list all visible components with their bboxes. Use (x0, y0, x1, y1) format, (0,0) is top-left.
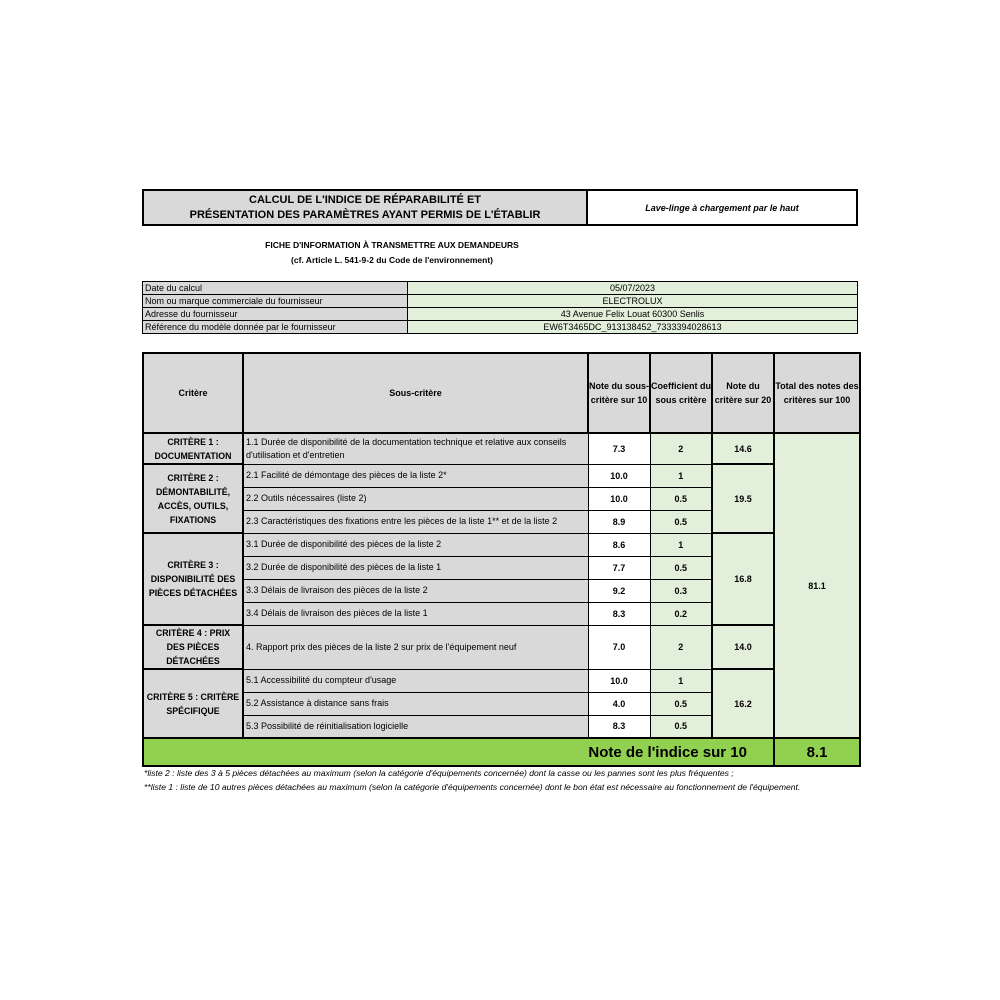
criterion-label: CRITÈRE 2 : DÉMONTABILITÉ, ACCÈS, OUTILS, FIXATIONS (143, 464, 243, 533)
header-note20: Note du critère sur 20 (712, 353, 774, 433)
footnotes (144, 766, 858, 794)
subcriterion-note: 10.0 (588, 669, 650, 692)
criterion-label: CRITÈRE 5 : CRITÈRE SPÉCIFIQUE (143, 669, 243, 738)
subcriterion-label: 1.1 Durée de disponibilité de la documentation technique et relative aux conseils d'utilisation et d'entretien (243, 433, 588, 464)
table-header-row (143, 353, 860, 433)
subcriterion-note: 8.6 (588, 533, 650, 556)
subcriterion-note: 7.7 (588, 556, 650, 579)
subcriterion-note: 10.0 (588, 487, 650, 510)
fiche-subtitle (142, 238, 642, 268)
criterion-score: 14.0 (712, 625, 774, 669)
subcriterion-label: 2.2 Outils nécessaires (liste 2) (243, 487, 588, 510)
subcriterion-coef: 0.5 (650, 487, 712, 510)
subcriterion-coef: 2 (650, 625, 712, 669)
criterion-score: 19.5 (712, 464, 774, 533)
product-type: Lave-linge à chargement par le haut (645, 202, 799, 213)
subcriterion-label: 3.4 Délais de livraison des pièces de la liste 1 (243, 602, 588, 625)
total-score: 81.1 (774, 433, 860, 738)
criterion-label: CRITÈRE 4 : PRIX DES PIÈCES DÉTACHÉES (143, 625, 243, 669)
header-title-line2: PRÉSENTATION DES PARAMÈTRES AYANT PERMIS DE L'ÉTABLIR (189, 208, 541, 221)
subcriterion-coef: 0.5 (650, 715, 712, 738)
subcriterion-note: 10.0 (588, 464, 650, 487)
repairability-table (142, 352, 861, 767)
subcriterion-label: 4. Rapport prix des pièces de la liste 2 sur prix de l'équipement neuf (243, 625, 588, 669)
subcriterion-coef: 0.5 (650, 510, 712, 533)
subcriterion-label: 2.3 Caractéristiques des fixations entre les pièces de la liste 1** et de la liste 2 (243, 510, 588, 533)
final-row (143, 738, 860, 766)
criterion-score: 16.8 (712, 533, 774, 625)
subcriterion-note: 9.2 (588, 579, 650, 602)
footnote-liste2: *liste 2 : liste des 3 à 5 pièces détachées au maximum (selon la catégorie d'équipements concernée) dont la casse ou les pannes sont les plus fréquentes ; (144, 768, 734, 778)
criterion-label: CRITÈRE 3 : DISPONIBILITÉ DES PIÈCES DÉTACHÉES (143, 533, 243, 625)
subcriterion-coef: 1 (650, 669, 712, 692)
subcriterion-label: 3.1 Durée de disponibilité des pièces de la liste 2 (243, 533, 588, 556)
subcriterion-note: 4.0 (588, 692, 650, 715)
subcriterion-note: 8.3 (588, 715, 650, 738)
header-note10: Note du sous-critère sur 10 (588, 353, 650, 433)
header-title (144, 191, 588, 224)
info-label: Nom ou marque commerciale du fournisseur (143, 295, 408, 308)
info-label: Adresse du fournisseur (143, 308, 408, 321)
subcriterion-note: 7.0 (588, 625, 650, 669)
info-value: ELECTROLUX (408, 295, 858, 308)
info-value: 43 Avenue Felix Louat 60300 Senlis (408, 308, 858, 321)
subcriterion-label: 5.1 Accessibilité du compteur d'usage (243, 669, 588, 692)
fiche-line2: (cf. Article L. 541-9-2 du Code de l'environnement) (291, 255, 493, 265)
info-row (143, 308, 858, 321)
criterion-label: CRITÈRE 1 : DOCUMENTATION (143, 433, 243, 464)
header-total: Total des notes des critères sur 100 (774, 353, 860, 433)
subcriterion-label: 3.3 Délais de livraison des pièces de la liste 2 (243, 579, 588, 602)
info-value: EW6T3465DC_913138452_7333394028613 (408, 321, 858, 334)
document-header (142, 189, 858, 226)
info-label: Référence du modèle donnée par le fournisseur (143, 321, 408, 334)
fiche-line1: FICHE D'INFORMATION À TRANSMETTRE AUX DEMANDEURS (265, 240, 519, 250)
table-row (143, 669, 860, 692)
info-row (143, 295, 858, 308)
subcriterion-note: 7.3 (588, 433, 650, 464)
info-row (143, 282, 858, 295)
info-label: Date du calcul (143, 282, 408, 295)
subcriterion-label: 2.1 Facilité de démontage des pièces de la liste 2* (243, 464, 588, 487)
subcriterion-coef: 0.5 (650, 556, 712, 579)
table-row (143, 433, 860, 464)
subcriterion-coef: 0.2 (650, 602, 712, 625)
subcriterion-note: 8.3 (588, 602, 650, 625)
subcriterion-coef: 0.3 (650, 579, 712, 602)
header-coef: Coefficient du sous critère (650, 353, 712, 433)
header-critere: Critère (143, 353, 243, 433)
subcriterion-coef: 1 (650, 464, 712, 487)
subcriterion-coef: 0.5 (650, 692, 712, 715)
header-sous-critere: Sous-critère (243, 353, 588, 433)
subcriterion-coef: 1 (650, 533, 712, 556)
subcriterion-label: 5.2 Assistance à distance sans frais (243, 692, 588, 715)
final-score-label: Note de l'indice sur 10 (143, 738, 774, 766)
table-row (143, 464, 860, 487)
footnote-liste1: **liste 1 : liste de 10 autres pièces détachées au maximum (selon la catégorie d'équipements concernée) dont le bon état est nécessaire au fonctionnement de l'équipement. (144, 782, 801, 792)
criterion-score: 16.2 (712, 669, 774, 738)
info-row (143, 321, 858, 334)
supplier-info-table (142, 281, 858, 334)
criterion-score: 14.6 (712, 433, 774, 464)
final-score-value: 8.1 (774, 738, 860, 766)
table-row (143, 533, 860, 556)
header-title-line1: CALCUL DE L'INDICE DE RÉPARABILITÉ ET (249, 193, 481, 206)
info-value: 05/07/2023 (408, 282, 858, 295)
table-row (143, 625, 860, 669)
subcriterion-coef: 2 (650, 433, 712, 464)
subcriterion-note: 8.9 (588, 510, 650, 533)
subcriterion-label: 5.3 Possibilité de réinitialisation logicielle (243, 715, 588, 738)
subcriterion-label: 3.2 Durée de disponibilité des pièces de la liste 1 (243, 556, 588, 579)
